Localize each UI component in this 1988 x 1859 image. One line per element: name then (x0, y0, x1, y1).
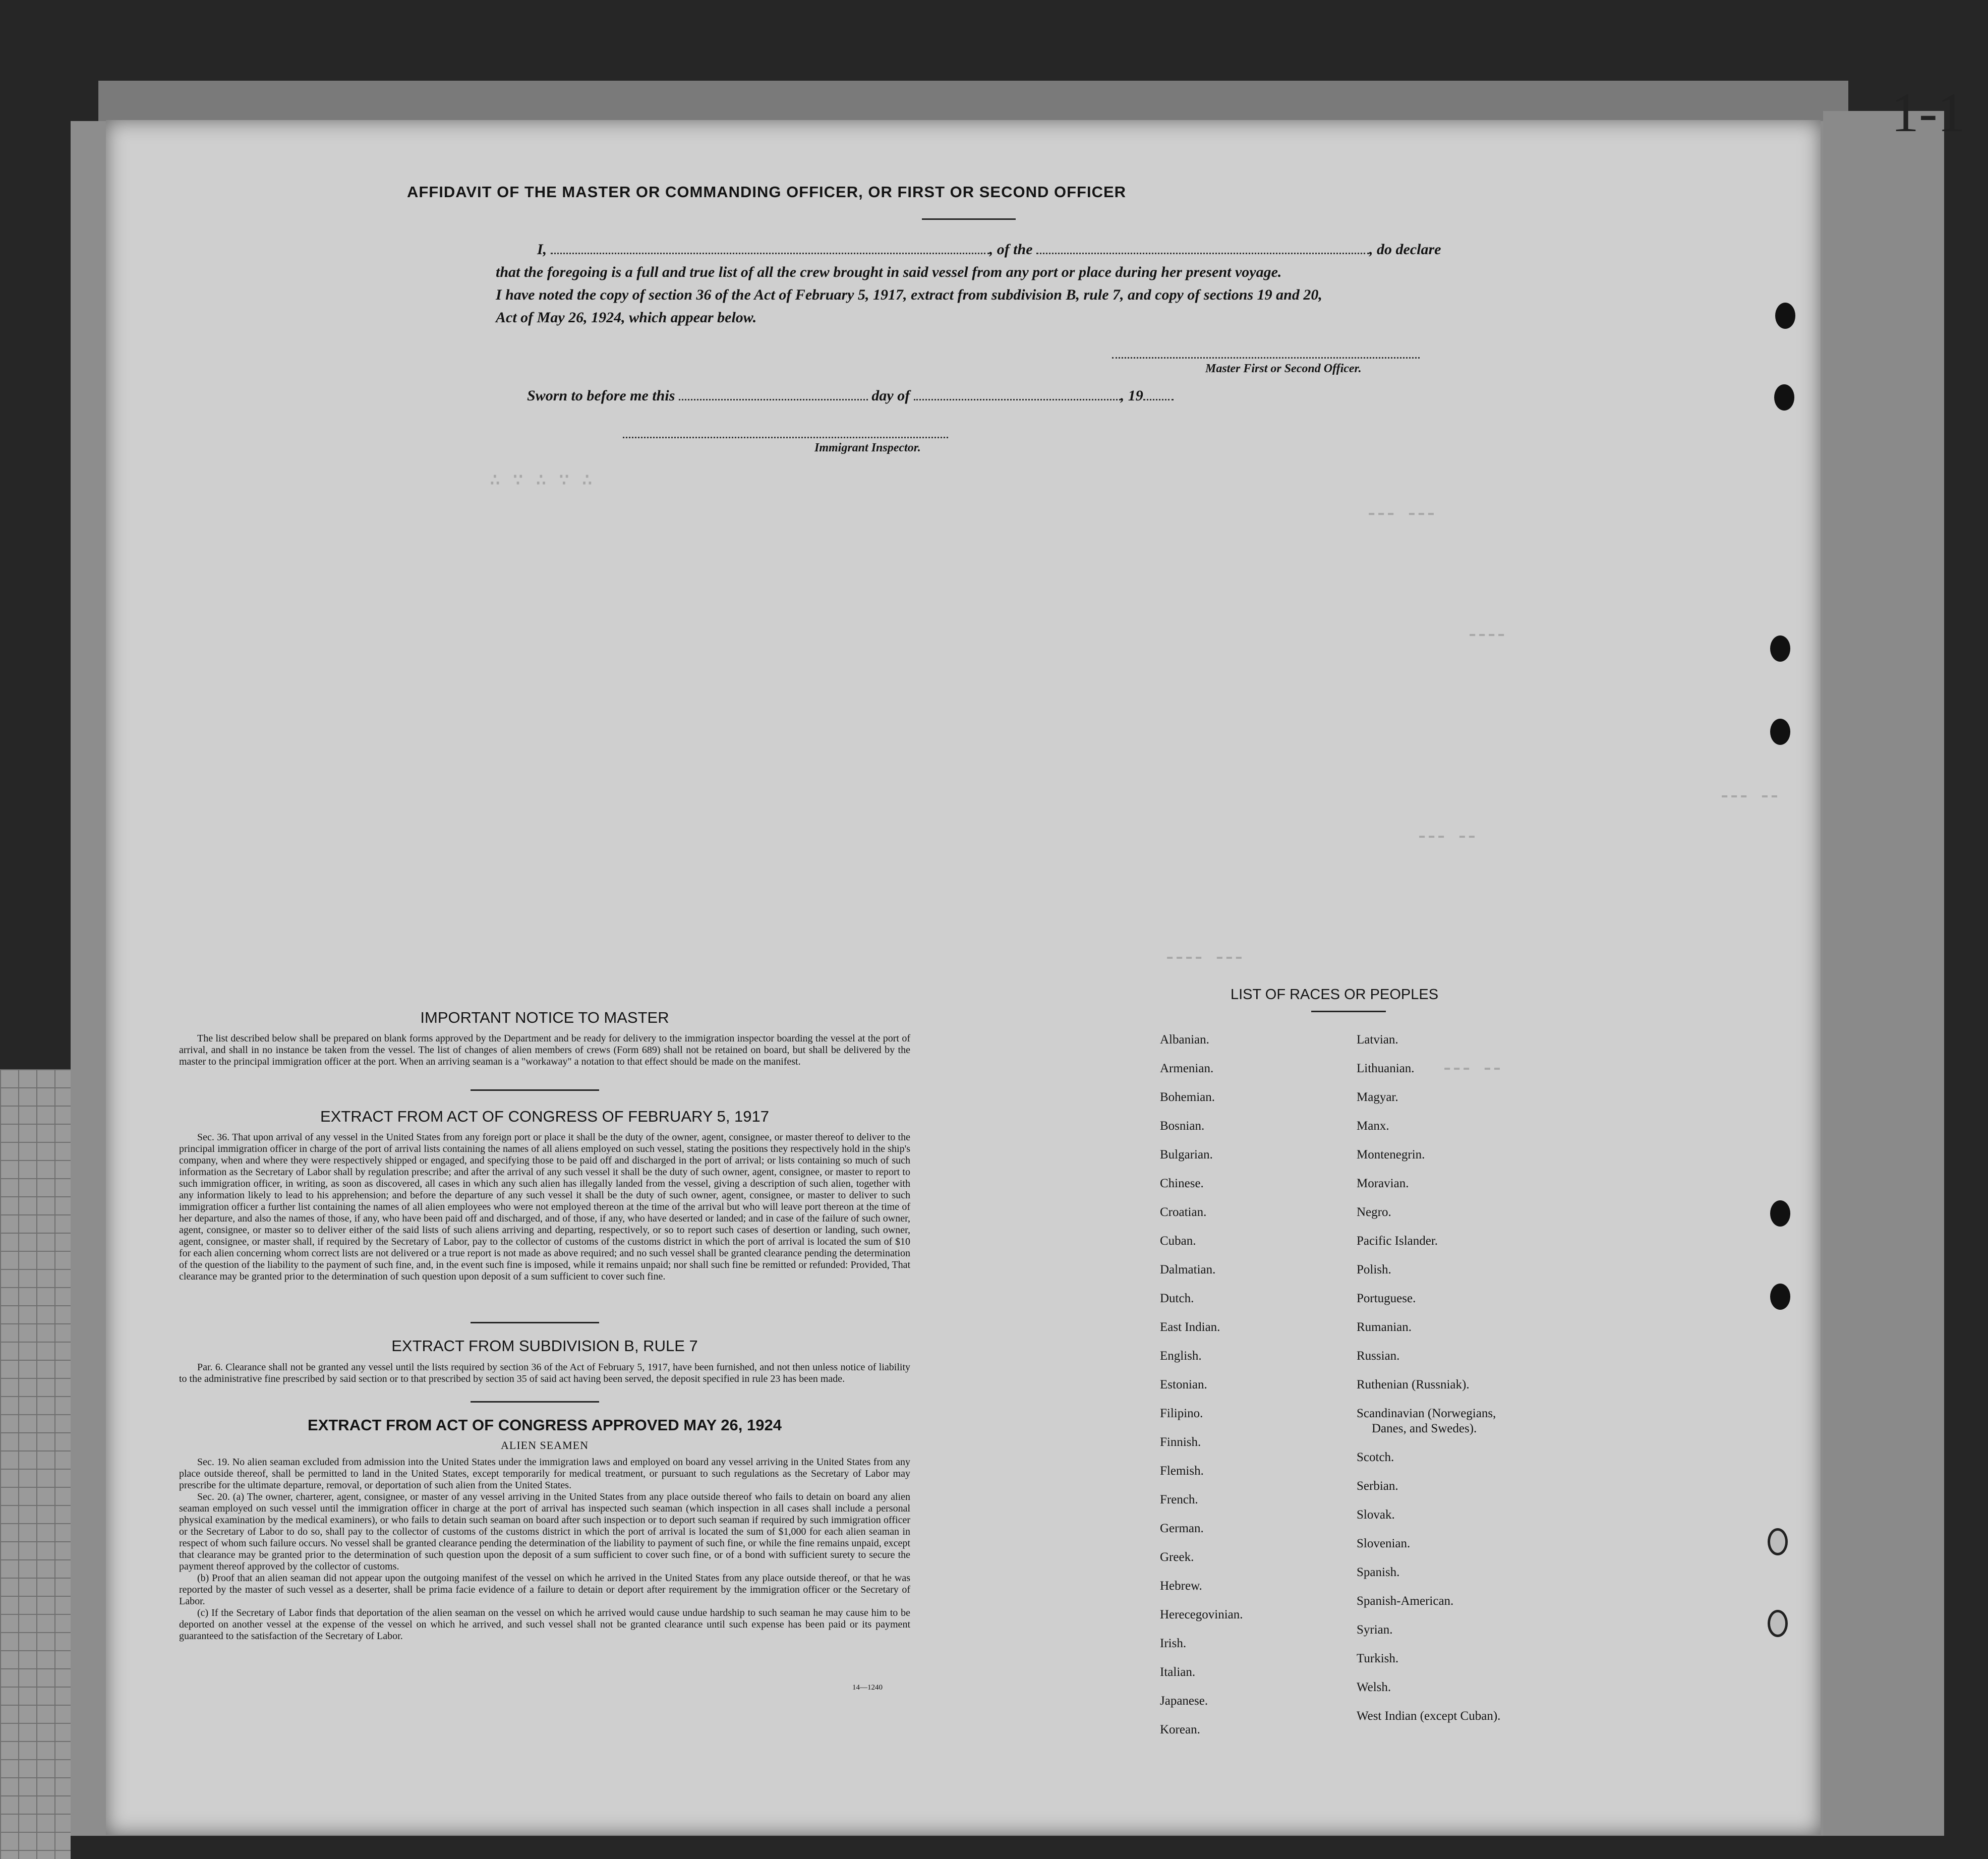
race-item: Finnish. (1160, 1435, 1201, 1449)
race-item: Greek. (1160, 1550, 1194, 1564)
race-item: Spanish-American. (1357, 1594, 1454, 1608)
subdivision-b-title: EXTRACT FROM SUBDIVISION B, RULE 7 (391, 1337, 698, 1355)
race-item: Dutch. (1160, 1292, 1194, 1305)
binder-hole (1774, 384, 1794, 411)
divider (1311, 1011, 1386, 1012)
affidavit-declaration-line (537, 241, 1495, 258)
race-item: Moravian. (1357, 1177, 1409, 1190)
notice-text: The list described below shall be prepared on blank forms approved by the Department and be ready for delivery to the immigration inspector boarding the vessel at the port of arrival, and shall in no instance be taken from the vessel. The list of changes of alien members of crews (Form 689) shall not be retained on board, but shall be delivered by the master to the principal immigration officer at the port. When an arriving seaman is a "workaway" a notation to that effect should be made on the manifest. (179, 1033, 910, 1067)
race-item: Serbian. (1357, 1479, 1398, 1493)
binder-hole (1770, 635, 1790, 662)
race-item: Bohemian. (1160, 1090, 1215, 1104)
binder-hole (1770, 1200, 1790, 1227)
section-19-text: Sec. 19. No alien seaman excluded from admission into the United States under the immigration laws and employed on board any vessel arriving in the United States from any place outside thereof, shall be permitted to land in the United States, except temporarily for medical treatment, or pursuant to such regulations as the Secretary of Labor may prescribe for the ultimate departure, removal, or deportation of such alien from the United States. (179, 1457, 910, 1491)
document-page (106, 120, 1821, 1835)
race-item: Scotch. (1357, 1450, 1394, 1464)
race-item: Albanian. (1160, 1033, 1209, 1047)
name-blank (551, 253, 989, 254)
race-item: Manx. (1357, 1119, 1389, 1133)
affidavit-i-label: I, (537, 241, 547, 258)
binder-hole (1775, 303, 1795, 329)
race-item: Herecegovinian. (1160, 1608, 1243, 1621)
race-item: Korean. (1160, 1723, 1200, 1736)
race-item: Magyar. (1357, 1090, 1398, 1104)
race-item: Dalmatian. (1160, 1263, 1216, 1276)
race-item: Scandinavian (Norwegians, (1357, 1407, 1496, 1420)
bleed-through-text: ∴ ∵ ∴ ∵ ∴ (489, 470, 593, 492)
month-blank (914, 399, 1121, 400)
race-item: Bulgarian. (1160, 1148, 1213, 1161)
binder-hole (1768, 1610, 1788, 1637)
inspector-signature-label: Immigrant Inspector. (814, 441, 921, 454)
extract-1924-subtitle: ALIEN SEAMEN (501, 1439, 589, 1451)
bleed-through-text: ⁃⁃⁃⁃ ⁃⁃⁃ (1165, 949, 1244, 971)
master-signature-line (1112, 357, 1420, 359)
race-item: Russian. (1357, 1349, 1400, 1363)
divider (471, 1089, 599, 1091)
race-item: Welsh. (1357, 1680, 1391, 1694)
race-item: Filipino. (1160, 1407, 1203, 1420)
race-item: Irish. (1160, 1637, 1187, 1650)
race-item: Lithuanian. (1357, 1062, 1415, 1075)
race-item: Chinese. (1160, 1177, 1204, 1190)
race-item: Flemish. (1160, 1464, 1204, 1478)
race-item: French. (1160, 1493, 1198, 1506)
affidavit-title: AFFIDAVIT OF THE MASTER OR COMMANDING OFFICER, OR FIRST OR SECOND OFFICER (406, 183, 1127, 201)
notice-body (179, 1033, 910, 1068)
race-item: Slovenian. (1357, 1537, 1411, 1550)
subdivision-b-body (179, 1362, 910, 1385)
vessel-blank (1036, 253, 1369, 254)
race-item: Italian. (1160, 1665, 1196, 1679)
binder-hole (1770, 719, 1790, 745)
extract-1924-title: EXTRACT FROM ACT OF CONGRESS APPROVED MAY 26, 1924 (308, 1416, 782, 1434)
race-item: Portuguese. (1357, 1292, 1416, 1305)
race-item: Slovak. (1357, 1508, 1395, 1522)
race-item: Estonian. (1160, 1378, 1207, 1391)
sworn-line (527, 387, 1174, 404)
race-item: Croatian. (1160, 1205, 1207, 1219)
graph-paper-edge (0, 1069, 71, 1859)
binder-hole (1770, 1284, 1790, 1310)
affidavit-line: I have noted the copy of section 36 of the Act of February 5, 1917, extract from subdivision B, rule 7, and copy of sections 19 and 20, (496, 286, 1322, 303)
inspector-signature-line (623, 437, 948, 438)
bleed-through-text: ⁃⁃⁃ ⁃⁃⁃ (1367, 505, 1436, 527)
section-20a-text: Sec. 20. (a) The owner, charterer, agent, consignee, or master of any vessel arriving in the United States from any place outside thereof who fails to detain on board any alien seaman employed on such vessel until the immigration officer in charge at the port of arrival has inspected such seaman (which inspection in all cases shall include a personal physical examination by the medical examiners), or who fails to detain such seaman on board after such inspection or to deport such seaman if required by such immigration officer or the Secretary of Labor to do so, shall pay to the collector of customs of the customs district in which the port of arrival is located the sum of $1,000 for each alien seaman in respect of whom such failure occurs. No vessel shall be granted clearance pending the determination of the liability to payment of such fine, or while the fine remains unpaid, except that clearance may be granted prior to the determination of such question upon the deposit of a sum sufficient to cover such fine, or of a bond with sufficient surety to secure the payment thereof approved by the collector of customs. (179, 1491, 910, 1572)
divider (471, 1401, 599, 1403)
day-blank (679, 399, 868, 400)
race-item: Turkish. (1357, 1652, 1399, 1665)
race-item: German. (1160, 1522, 1204, 1535)
race-item: Syrian. (1357, 1623, 1393, 1637)
affidavit-line: Act of May 26, 1924, which appear below. (496, 309, 757, 326)
form-number: 14—1240 (852, 1683, 883, 1692)
bleed-through-text: ⁃⁃⁃ ⁃⁃ (1417, 828, 1477, 850)
affidavit-of-the-label: , of the (989, 241, 1033, 258)
subdivision-b-text: Par. 6. Clearance shall not be granted any vessel until the lists required by section 36 of the Act of February 5, 1917, have been furnished, and not then unless notice of liability to the administrative fine prescribed by said section or to that prescribed by section 35 of said act having been served, the deposit specified in rule 23 has been made. (179, 1362, 910, 1384)
race-item: English. (1160, 1349, 1202, 1363)
race-item: Polish. (1357, 1263, 1391, 1276)
bleed-through-text: ⁃⁃⁃⁃ (1468, 626, 1506, 648)
extract-1917-body (179, 1132, 910, 1283)
race-item: Cuban. (1160, 1234, 1196, 1248)
race-item: Bosnian. (1160, 1119, 1205, 1133)
section-20b-text: (b) Proof that an alien seaman did not appear upon the outgoing manifest of the vessel on which he arrived in the United States from any place outside thereof, or that he was reported by the master of such vessel as a deserter, shall be prima facie evidence of a failure to detain or deport after requirement by the immigration officer or the Secretary of Labor. (179, 1573, 910, 1607)
race-item: Spanish. (1357, 1565, 1400, 1579)
binder-hole (1768, 1528, 1788, 1555)
bleed-through-text: ⁃⁃⁃ ⁃⁃ (1720, 788, 1779, 809)
binder-backing (1823, 111, 1944, 1836)
races-title: LIST OF RACES OR PEOPLES (1231, 986, 1439, 1003)
race-item: Ruthenian (Russniak). (1357, 1378, 1470, 1391)
race-item: West Indian (except Cuban). (1357, 1709, 1501, 1723)
affidavit-declare-label: , do declare (1369, 241, 1441, 258)
race-item: Latvian. (1357, 1033, 1398, 1047)
extract-1917-text: Sec. 36. That upon arrival of any vessel in the United States from any foreign port or place it shall be the duty of the owner, agent, consignee, or master thereof to deliver to the principal immigration officer in charge of the port of arrival lists containing the names of all aliens employed on such vessel, stating the positions they respectively hold in the ship's company, when and where they were respectively shipped or engaged, and specifying those to be paid off and discharged in the port of arrival; or lists containing so much of such information as the Secretary of Labor shall by regulation prescribe; and after the arrival of any such vessel it shall be the duty of such owner, agent, consignee, or master to report to such immigration officer, in writing, as soon as discovered, all cases in which any such alien has illegally landed from the vessel, giving a description of such alien, together with any information likely to lead to his apprehension; and before the departure of any such vessel it shall be the duty of such owner, agent, consignee, or master to deliver to such immigration officer a further list containing the names of all alien employees who were not employed thereon at the time of the arrival but who will leave port thereon at the time of her departure, and also the names of those, if any, who have been paid off and discharged, and of those, if any, who have deserted or landed; and in case of the failure of such owner, agent, consignee, or master so to deliver either of the said lists of such aliens arriving and departing, respectively, or so to report such cases of desertion or landing, such owner, agent, consignee, or master shall, if required by the Secretary of Labor, pay to the collector of customs of the customs district in which the port of arrival is located the sum of $10 for each alien concerning whom correct lists are not delivered or a true report is not made as above required; and no such vessel shall be granted clearance pending the determination of the question of the liability to the payment of such fine, and, in the event such fine is imposed, while it remains unpaid; nor shall such fine be remitted or refunded: Provided, That clearance may be granted prior to the determination of such question upon deposit of a sum sufficient to cover such fine. (179, 1132, 910, 1282)
race-item: Negro. (1357, 1205, 1391, 1219)
corner-mark: 1-1 (1891, 82, 1965, 143)
day-of-label: day of (871, 387, 910, 404)
year-label: , 19 (1120, 387, 1143, 404)
divider (922, 218, 1016, 220)
year-blank (1143, 399, 1174, 400)
race-item: Pacific Islander. (1357, 1234, 1438, 1248)
race-item: East Indian. (1160, 1320, 1220, 1334)
divider (471, 1322, 599, 1323)
race-item: Hebrew. (1160, 1579, 1202, 1593)
master-signature-label: Master First or Second Officer. (1205, 362, 1362, 375)
bleed-through-text: ⁃⁃⁃ ⁃⁃ (1442, 1060, 1502, 1082)
race-item: Danes, and Swedes). (1372, 1422, 1477, 1435)
notice-title: IMPORTANT NOTICE TO MASTER (420, 1009, 669, 1026)
extract-1917-title: EXTRACT FROM ACT OF CONGRESS OF FEBRUARY 5, 1917 (320, 1108, 770, 1125)
race-item: Montenegrin. (1357, 1148, 1425, 1161)
race-item: Rumanian. (1357, 1320, 1412, 1334)
sworn-label: Sworn to before me this (527, 387, 675, 404)
race-item: Armenian. (1160, 1062, 1214, 1075)
race-item: Japanese. (1160, 1694, 1208, 1708)
affidavit-line: that the foregoing is a full and true list of all the crew brought in said vessel from any port or place during her present voyage. (496, 264, 1282, 280)
extract-1924-body (179, 1457, 910, 1642)
section-20c-text: (c) If the Secretary of Labor finds that deportation of the alien seaman on the vessel on which he arrived would cause undue hardship to such seaman he may cause him to be deported on another vessel at the expense of the vessel on which he arrived, and such vessel shall not be granted clearance until such expense has been paid or its payment guaranteed to the satisfaction of the Secretary of Labor. (179, 1607, 910, 1642)
